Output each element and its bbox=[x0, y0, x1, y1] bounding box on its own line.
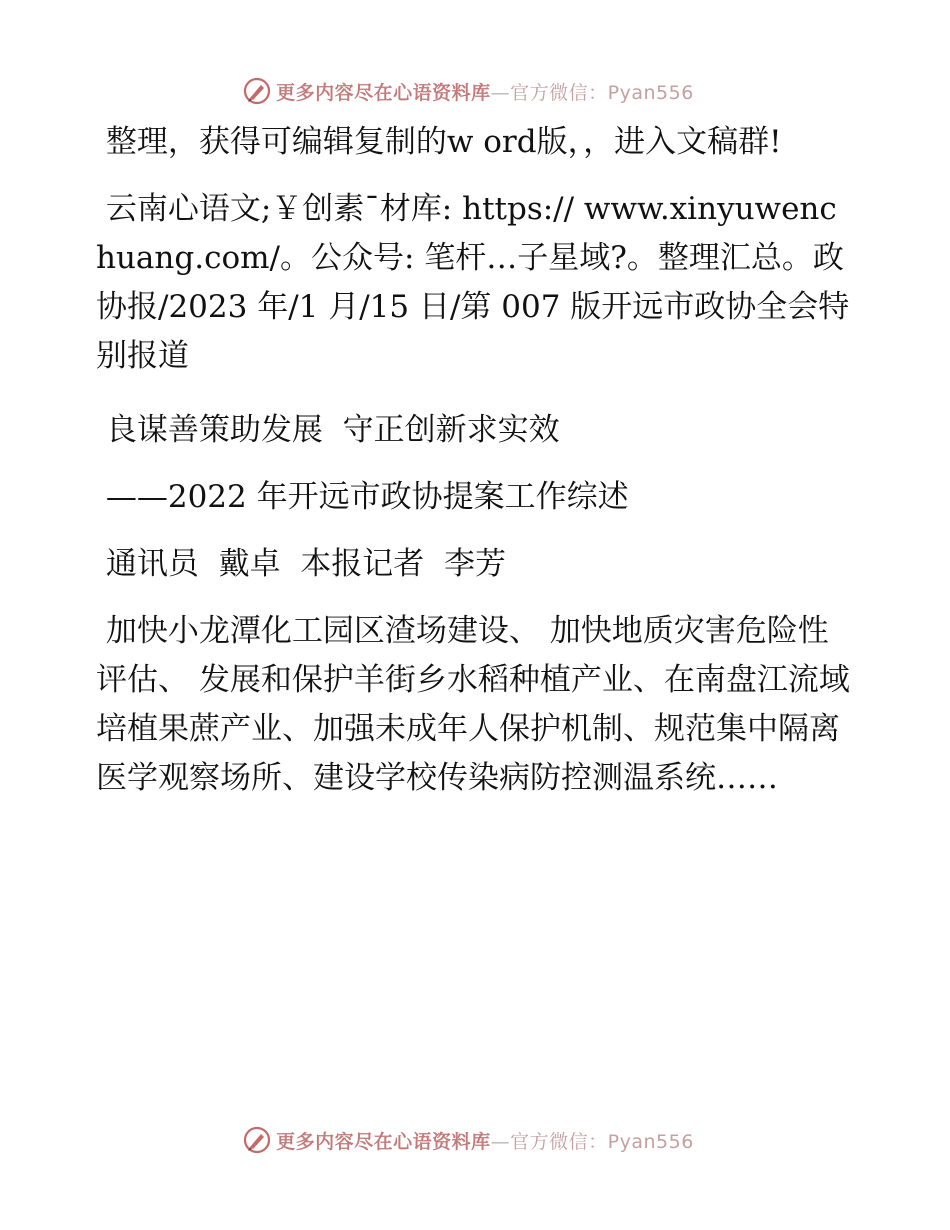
pen-logo-icon bbox=[242, 1125, 272, 1155]
byline: 通讯员 戴卓 本报记者 李芳 bbox=[96, 546, 506, 582]
header-watermark bbox=[0, 74, 950, 108]
source-paragraph: 云南心语文;￥创素¯材库: https:// www.xinyuwenchuang.com/。公众号: 笔杆…子星域?。整理汇总。政协报/2023 年/1 月/15 日/第 007 版开远市政协全会特别报道 bbox=[96, 191, 850, 374]
headline: 良谋善策助发展 守正创新求实效 bbox=[96, 412, 560, 448]
subheadline: ——2022 年开远市政协提案工作综述 bbox=[96, 479, 629, 515]
watermark-text: 更多内容尽在心语资料库—官方微信：Pyan556 bbox=[276, 1130, 694, 1153]
watermark-text: 更多内容尽在心语资料库—官方微信：Pyan556 bbox=[276, 81, 694, 104]
intro-paragraph: 整理，获得可编辑复制的w ord版，，进入文稿群! bbox=[96, 124, 782, 160]
footer-watermark bbox=[0, 1123, 950, 1157]
body-paragraph: 加快小龙潭化工园区渣场建设、 加快地质灾害危险性评估、 发展和保护羊街乡水稻种植产业、在南盘江流域培植果蔗产业、加强未成年人保护机制、规范集中隔离医学观察场所、建设学校传染病防控测温系统…… bbox=[96, 613, 850, 796]
document-body bbox=[96, 118, 856, 828]
pen-logo-icon bbox=[242, 76, 272, 106]
